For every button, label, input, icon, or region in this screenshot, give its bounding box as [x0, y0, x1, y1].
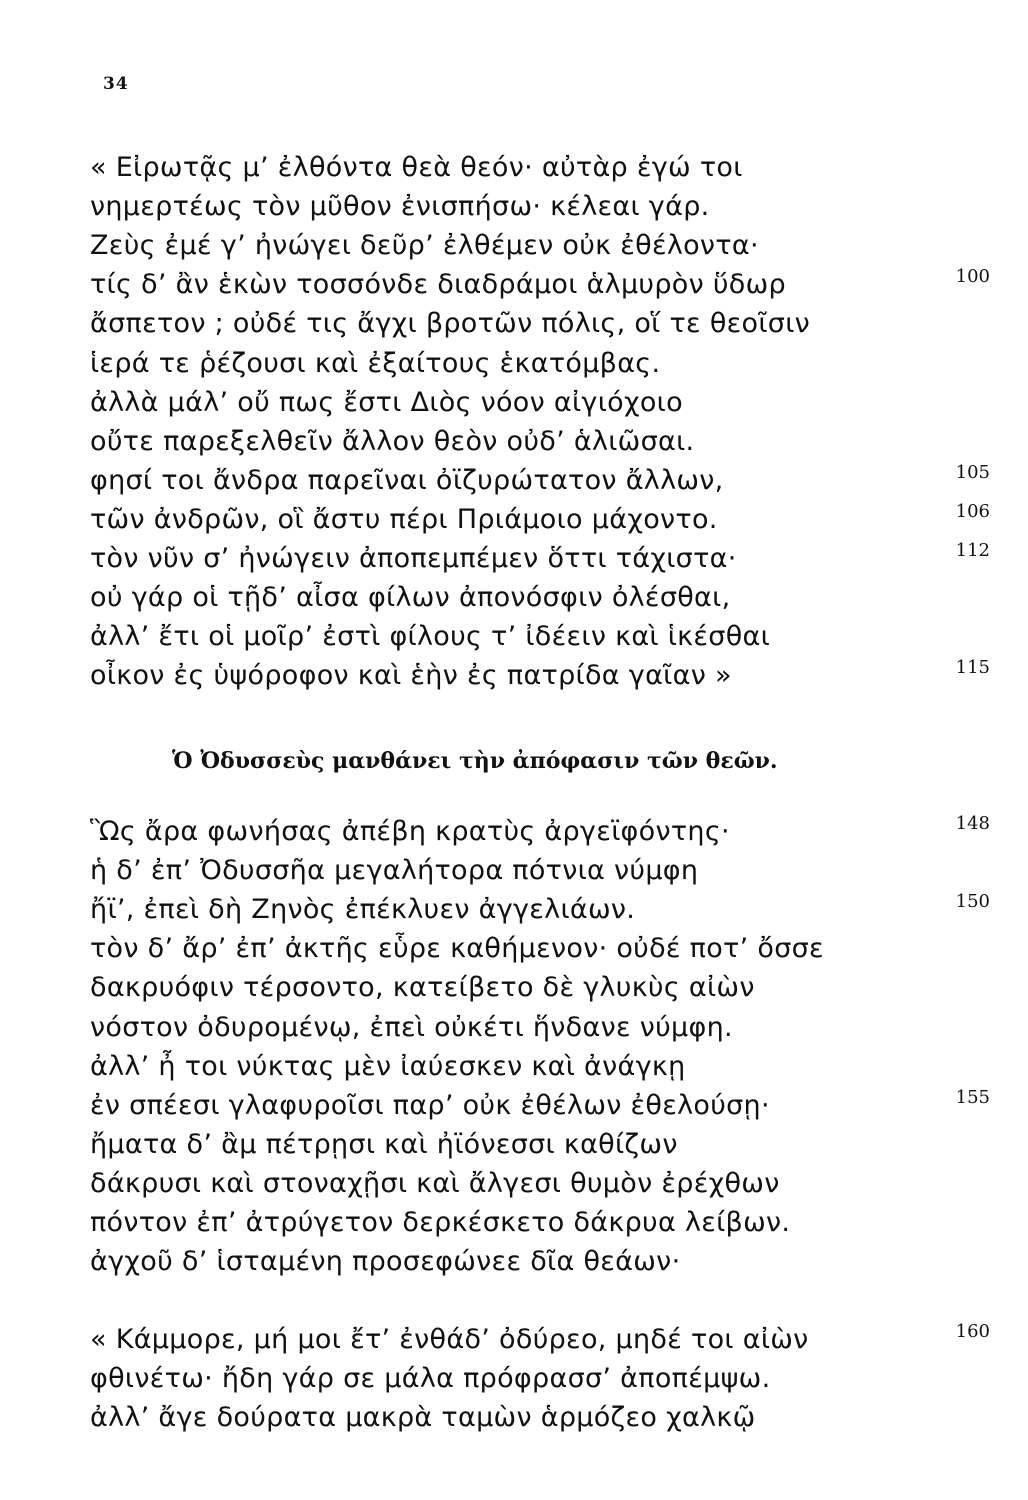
verse-text: τῶν ἀνδρῶν, οἳ ἄστυ πέρι Πριάμοιο μάχοντο.: [90, 504, 718, 535]
verse-text: ἀλλ’ ἔτι οἱ μοῖρ’ ἐστὶ φίλους τ’ ἰδέειν καὶ ἱκέσθαι: [90, 621, 771, 652]
verse-line: [90, 890, 990, 934]
verse-line: [90, 226, 990, 270]
verse-text: ἤματα δ’ ἂμ πέτρῃσι καὶ ἠϊόνεσσι καθίζων: [90, 1129, 678, 1160]
verse-text: νόστον ὀδυρομένῳ, ἐπεὶ οὐκέτι ἥνδανε νύμφη.: [90, 1012, 733, 1043]
verse-text: ἀλλ’ ἄγε δούρατα μακρὰ ταμὼν ἁρμόζεο χαλκῷ: [90, 1402, 756, 1433]
verse-line: [90, 1359, 990, 1403]
verse-line: [90, 578, 990, 622]
verse-text: ἤϊ’, ἐπεὶ δὴ Ζηνὸς ἐπέκλυεν ἀγγελιάων.: [90, 894, 636, 925]
verse-text: νημερτέως τὸν μῦθον ἐνισπήσω· κέλεαι γάρ.: [90, 191, 710, 222]
verse-line: [90, 1398, 990, 1442]
verse-text: οἶκον ἐς ὑψόροφον καὶ ἑὴν ἐς πατρίδα γαῖαν »: [90, 660, 732, 691]
page-number: 34: [103, 74, 129, 94]
verse-line: [90, 304, 990, 348]
verse-text: ἡ δ’ ἐπ’ Ὀδυσσῆα μεγαλήτορα πότνια νύμφη: [90, 855, 699, 886]
verse-line: [90, 656, 990, 700]
line-number: 100: [955, 266, 990, 287]
verse-line: [90, 1125, 990, 1169]
verse-text: ἀλλ’ ἦ τοι νύκτας μὲν ἰαύεσκεν καὶ ἀνάγκῃ: [90, 1051, 686, 1082]
verse-line: [90, 539, 990, 583]
verse-text: ἀγχοῦ δ’ ἱσταμένη προσεφώνεε δῖα θεάων·: [90, 1246, 681, 1277]
line-number: 160: [955, 1321, 990, 1342]
verse-text: ἀλλὰ μάλ’ οὔ πως ἔστι Διὸς νόον αἰγιόχοιο: [90, 387, 683, 418]
verse-text: Ζεὺς ἐμέ γ’ ἠνώγει δεῦρ’ ἐλθέμεν οὐκ ἐθέλοντα·: [90, 230, 759, 261]
verse-line: [90, 461, 990, 505]
verse-line: [90, 383, 990, 427]
section-heading: Ὁ Ὀδυσσεὺς μανθάνει τὴν ἀπόφασιν τῶν θεῶν.: [172, 748, 778, 774]
verse-line: [90, 812, 990, 856]
verse-line: [90, 1086, 990, 1130]
verse-line: [90, 1203, 990, 1247]
verse-line: [90, 1047, 990, 1091]
line-number: 115: [955, 657, 990, 678]
verse-line: [90, 851, 990, 895]
verse-line: [90, 422, 990, 466]
verse-text: δακρυόφιν τέρσοντο, κατείβετο δὲ γλυκὺς αἰὼν: [90, 972, 755, 1003]
line-number: 106: [955, 501, 990, 522]
verse-text: φησί τοι ἄνδρα παρεῖναι ὀϊζυρώτατον ἄλλων,: [90, 465, 724, 496]
verse-line: [90, 1164, 990, 1208]
verse-text: οὔτε παρεξελθεῖν ἄλλον θεὸν οὐδ’ ἁλιῶσαι.: [90, 426, 695, 457]
verse-text: τίς δ’ ἂν ἑκὼν τοσσόνδε διαδράμοι ἁλμυρὸν ὕδωρ: [90, 269, 786, 300]
line-number: 112: [955, 540, 990, 561]
verse-text: « Κάμμορε, μή μοι ἔτ’ ἐνθάδ’ ὀδύρεο, μηδέ τοι αἰὼν: [90, 1324, 809, 1355]
verse-text: τὸν νῦν σ’ ἠνώγειν ἀποπεμπέμεν ὅττι τάχιστα·: [90, 543, 737, 574]
verse-text: ἱερά τε ῥέζουσι καὶ ἐξαίτους ἑκατόμβας.: [90, 348, 661, 379]
verse-text: τὸν δ’ ἄρ’ ἐπ’ ἀκτῆς εὗρε καθήμενον· οὐδέ ποτ’ ὄσσε: [90, 933, 824, 964]
verse-line: [90, 1320, 990, 1364]
verse-text: Ὣς ἄρα φωνήσας ἀπέβη κρατὺς ἀργεϊφόντης·: [90, 816, 730, 847]
verse-text: « Εἰρωτᾷς μ’ ἐλθόντα θεὰ θεόν· αὐτὰρ ἐγώ τοι: [90, 152, 743, 183]
verse-text: ἄσπετον ; οὐδέ τις ἄγχι βροτῶν πόλις, οἵ τε θεοῖσιν: [90, 308, 811, 339]
verse-line: [90, 929, 990, 973]
line-number: 155: [955, 1087, 990, 1108]
verse-text: οὐ γάρ οἱ τῇδ’ αἶσα φίλων ἀπονόσφιν ὀλέσθαι,: [90, 582, 731, 613]
verse-line: [90, 187, 990, 231]
verse-line: [90, 148, 990, 192]
verse-text: φθινέτω· ἤδη γάρ σε μάλα πρόφρασσ’ ἀποπέμψω.: [90, 1363, 771, 1394]
verse-line: [90, 1008, 990, 1052]
line-number: 105: [955, 462, 990, 483]
verse-text: πόντον ἐπ’ ἀτρύγετον δερκέσκετο δάκρυα λείβων.: [90, 1207, 791, 1238]
verse-line: [90, 1242, 990, 1286]
line-number: 148: [955, 813, 990, 834]
line-number: 150: [955, 891, 990, 912]
verse-text: δάκρυσι καὶ στοναχῇσι καὶ ἄλγεσι θυμὸν ἐρέχθων: [90, 1168, 780, 1199]
verse-line: [90, 617, 990, 661]
verse-text: ἐν σπέεσι γλαφυροῖσι παρ’ οὐκ ἐθέλων ἐθελούσῃ·: [90, 1090, 770, 1121]
verse-line: [90, 265, 990, 309]
verse-line: [90, 344, 990, 388]
verse-line: [90, 500, 990, 544]
verse-line: [90, 968, 990, 1012]
